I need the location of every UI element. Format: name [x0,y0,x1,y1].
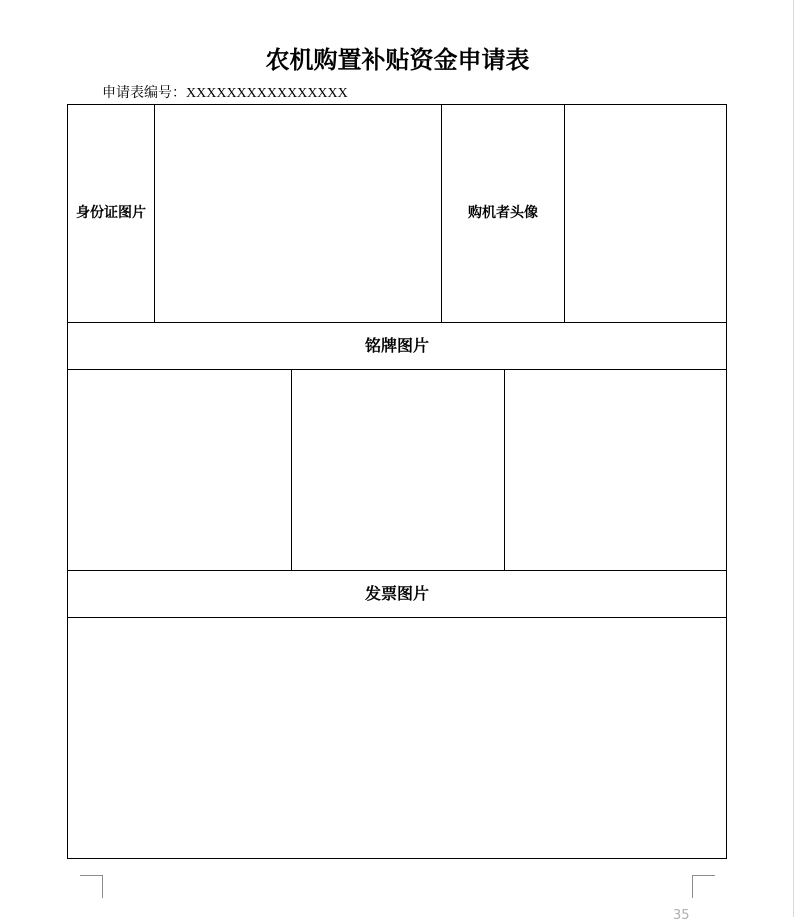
form-number-value: XXXXXXXXXXXXXXXX [186,86,348,101]
row-divider [67,570,727,571]
crop-mark-right [692,875,715,898]
nameplate-label: 铭牌图片 [364,336,429,355]
id-card-label: 身份证图片 [76,205,146,221]
nameplate-image-area[interactable] [292,370,504,570]
invoice-label: 发票图片 [364,584,429,603]
nameplate-image-area[interactable] [505,370,726,570]
crop-mark-left [80,875,103,898]
id-card-image-area[interactable] [155,105,441,322]
table-border-bottom [67,858,727,859]
document-title: 农机购置补贴资金申请表 [265,45,530,74]
row-divider [67,322,727,323]
buyer-photo-label: 购机者头像 [468,205,538,221]
page-number: 35 [673,908,690,923]
table-border-right [726,104,727,859]
page-edge [793,0,794,917]
invoice-image-area[interactable] [68,618,726,858]
form-number-label: 申请表编号： [102,85,186,101]
form-number [102,84,348,103]
buyer-photo-area[interactable] [565,105,726,322]
nameplate-image-area[interactable] [68,370,291,570]
